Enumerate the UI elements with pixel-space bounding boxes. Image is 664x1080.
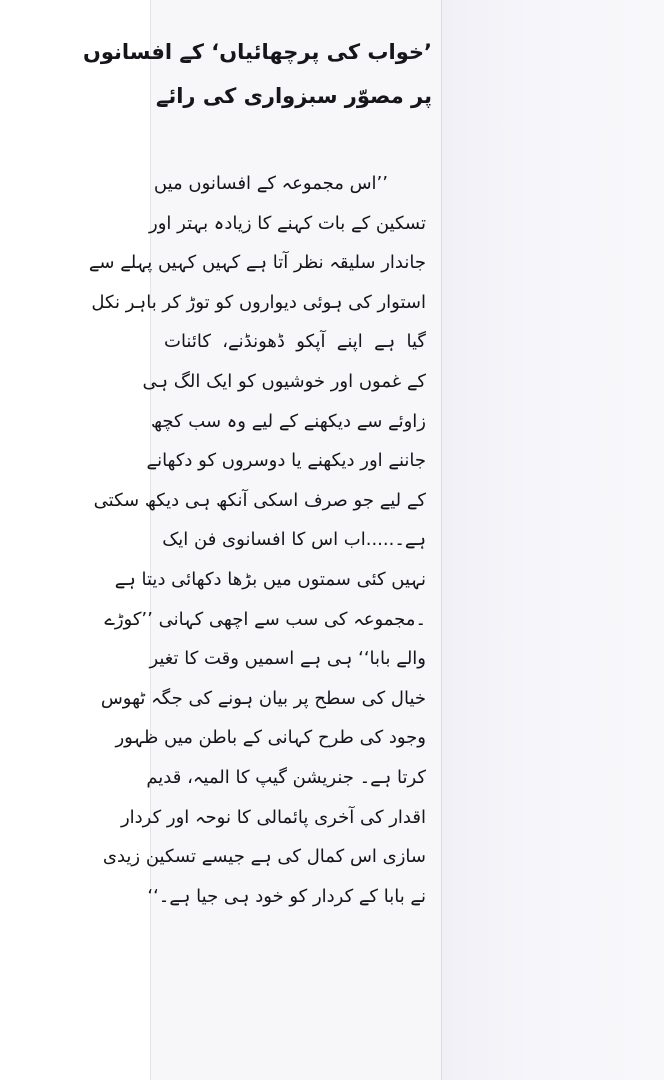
body-line-3: جاندار سلیقہ نظر آتا ہے کہیں کہیں پہلے سے — [88, 252, 426, 274]
body-line-14: خیال کی سطح پر بیان ہونے کی جگہ ٹھوس — [100, 687, 426, 709]
body-line-5: گیا ہے اپنے آپکو ڈھونڈنے، کائنات — [164, 331, 426, 353]
body-line-9: کے لیے جو صرف اسکی آنکھ ہی دیکھ سکتی — [93, 489, 426, 511]
body-line-19: نے بابا کے کردار کو خود ہی جیا ہے۔‘‘ — [147, 885, 426, 907]
article-column — [82, 30, 432, 916]
body-line-16: کرتا ہے۔ جنریشن گیپ کا المیہ، قدیم — [146, 766, 426, 788]
article-heading — [82, 30, 432, 118]
body-line-8: جاننے اور دیکھنے یا دوسروں کو دکھانے — [146, 450, 426, 472]
body-line-2: تسکین کے بات کہنے کا زیادہ بہتر اور — [149, 212, 426, 234]
body-line-18: سازی اس کمال کی ہے جیسے تسکین زیدی — [102, 846, 426, 868]
body-line-13: والے بابا‘‘ ہی ہے اسمیں وقت کا تغیر — [149, 648, 426, 670]
body-line-11: نہیں کئی سمتوں میں بڑھا دکھائی دیتا ہے — [114, 568, 426, 590]
body-line-10: ہے۔.....اب اس کا افسانوی فن ایک — [162, 529, 426, 551]
body-line-1: ’’اس مجموعہ کے افسانوں میں — [153, 173, 388, 194]
body-line-7: زاوئے سے دیکھنے کے لیے وہ سب کچھ — [150, 410, 426, 432]
body-line-4: استوار کی ہوئی دیواروں کو توڑ کر باہر نکل — [91, 291, 426, 313]
article-body — [88, 164, 432, 916]
body-line-15: وجود کی طرح کہانی کے باطن میں ظہور — [115, 727, 426, 749]
blank-margin-left — [0, 0, 150, 1080]
body-line-6: کے غموں اور خوشیوں کو ایک الگ ہی — [142, 370, 426, 392]
body-line-12: ۔مجموعہ کی سب سے اچھی کہانی ’’کوڑے — [104, 608, 426, 630]
blank-margin-right — [442, 0, 664, 1080]
body-line-17: اقدار کی آخری پائمالی کا نوحہ اور کردار — [120, 806, 426, 828]
heading-line-1: ’خواب کی پرچھائیاں‘ کے افسانوں — [82, 40, 432, 64]
heading-line-2: پر مصوّر سبزواری کی رائے — [156, 84, 432, 108]
